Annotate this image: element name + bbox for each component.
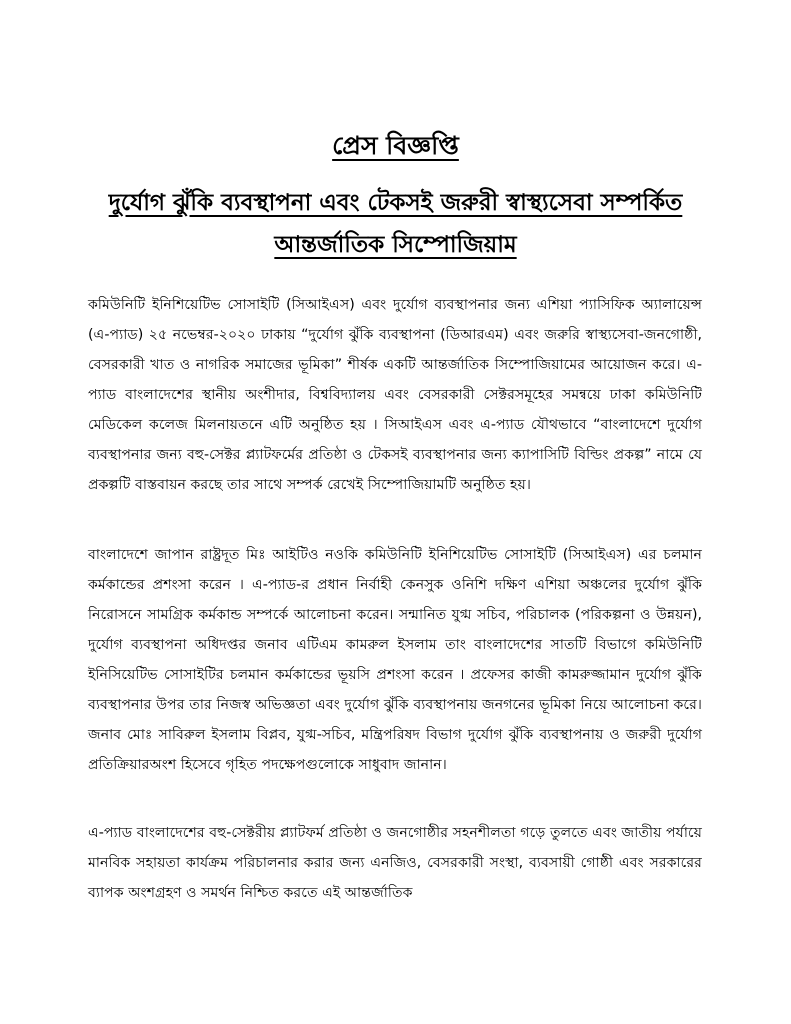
document-subtitle [40, 182, 751, 266]
subtitle-line-1: দুর্যোগ ঝুঁকি ব্যবস্থাপনা এবং টেকসই জরুরী স্বাস্থ্যসেবা সম্পর্কিত [108, 190, 683, 216]
body-paragraph-3: এ-প্যাড বাংলাদেশের বহু-সেক্টরীয় প্ল্যাটফর্ম প্রতিষ্ঠা ও জনগোষ্ঠীর সহনশীলতা গড়ে তুলতে এবং জাতীয় পর্যায়ে মানবিক সহায়তা কার্যক্রম পরিচালনার করার জন্য এনজিও, বেসরকারী সংস্থা, ব্যবসায়ী গোষ্ঠী এবং সরকারের ব্যাপক অংশগ্রহণ ও সমর্থন নিশ্চিত করতে এই আন্তর্জাতিক [88, 825, 702, 901]
body-paragraph-1: কমিউনিটি ইনিশিয়েটিভ সোসাইটি (সিআইএস) এবং দুর্যোগ ব্যবস্থাপনার জন্য এশিয়া প্যাসিফিক অ্যালায়েন্স (এ-প্যাড) ২৫ নভেম্বর-২০২০ ঢাকায় “দুর্যোগ ঝুঁকি ব্যবস্থাপনা (ডিআরএম) এবং জরুরি স্বাস্থ্যসেবা-জনগোষ্ঠী, বেসরকারী খাত ও নাগরিক সমাজের ভূমিকা” শীর্ষক একটি আন্তর্জাতিক সিম্পোজিয়ামের আয়োজন করে। এ-প্যাড বাংলাদেশের স্থানীয় অংশীদার, বিশ্ববিদ্যালয় এবং বেসরকারী সেক্টরসমূহের সমন্বয়ে ঢাকা কমিউনিটি মেডিকেল কলেজ মিলনায়তনে এটি অনুষ্ঠিত হয় । সিআইএস এবং এ-প্যাড যৌথভাবে “বাংলাদেশে দুর্যোগ ব্যবস্থাপনার জন্য বহু-সেক্টর প্ল্যাটফর্মের প্রতিষ্ঠা ও টেকসই ব্যবস্থাপনার জন্য ক্যাপাসিটি বিল্ডিং প্রকল্প” নামে যে প্রকল্পটি বাস্তবায়ন করছে তার সাথে সম্পর্ক রেখেই সিম্পোজিয়ামটি অনুষ্ঠিত হয়। [88, 297, 702, 493]
body-paragraph-2: বাংলাদেশে জাপান রাষ্ট্রদূত মিঃ আইটিও নওকি কমিউনিটি ইনিশিয়েটিভ সোসাইটি (সিআইএস) এর চলমান কর্মকান্ডের প্রশংসা করেন । এ-প্যাড-র প্রধান নির্বাহী কেনসুক ওনিশি দক্ষিণ এশিয়া অঞ্চলের দুর্যোগ ঝুঁকি নিরোসনে সামগ্রিক কর্মকান্ড সম্পর্কে আলোচনা করেন। সন্মানিত যুগ্ম সচিব, পরিচালক (পরিকল্পনা ও উন্নয়ন), দুর্যোগ ব্যবস্থাপনা অধিদপ্তর জনাব এটিএম কামরুল ইসলাম তাং বাংলাদেশের সাতটি বিভাগে কমিউনিটি ইনিসিয়েটিভ সোসাইটির চলমান কর্মকান্ডের ভূয়সি প্রশংসা করেন । প্রফেসর কাজী কামরুজ্জামান দুর্যোগ ঝুঁকি ব্যবস্থাপনার উপর তার নিজস্ব অভিজ্ঞতা এবং দুর্যোগ ঝুঁকি ব্যবস্থাপনায় জনগনের ভূমিকা নিয়ে আলোচনা করে।জনাব মোঃ সাবিরুল ইসলাম বিপ্লব, যুগ্ম-সচিব, মন্ত্রিপরিষদ বিভাগ দুর্যোগ ঝুঁকি ব্যবস্থাপনায় ও জরুরী দুর্যোগ প্রতিক্রিয়ারঅংশ হিসেবে গৃহিত পদক্ষেপগুলোকে সাধুবাদ জানান। [88, 547, 702, 773]
subtitle-line-2: আন্তর্জাতিক সিম্পোজিয়াম [274, 232, 517, 258]
document-title: প্রেস বিজ্ঞপ্তি [332, 131, 459, 160]
